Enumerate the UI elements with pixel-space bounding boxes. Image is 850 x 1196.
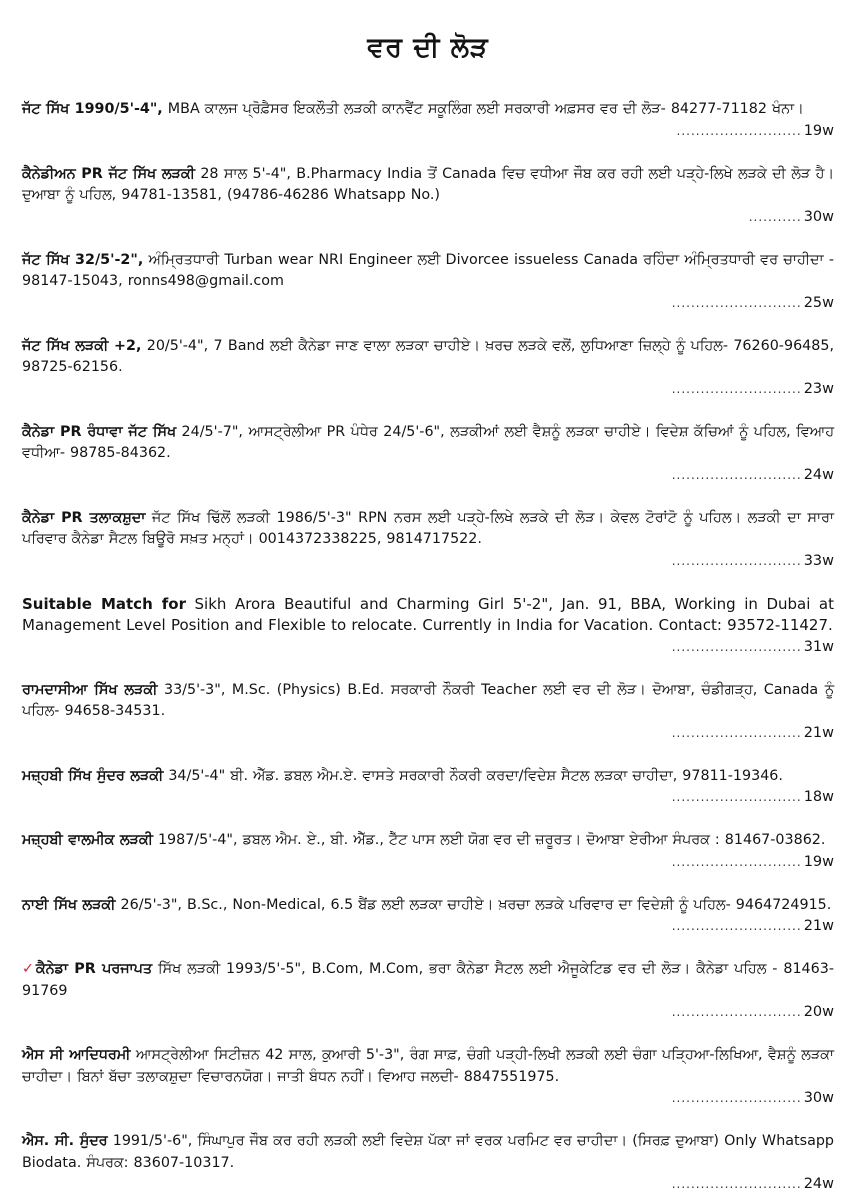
ad-code: 30w: [803, 208, 834, 225]
ad-lead: ਐਸ. ਸੀ. ਸੁੰਦਰ: [22, 1133, 108, 1149]
ad-body: 24/5'-7", ਆਸਟ੍ਰੇਲੀਆ PR ਪੰਧੇਰ 24/5'-6", ਲੜਕੀਆਂ ਲਈ ਵੈਸ਼ਨੂੰ ਲੜਕਾ ਚਾਹੀਏ। ਵਿਦੇਸ਼ ਕੱਚਿਆਂ ਨੂੰ ਪਹਿਲ, ਵਿਆਹ ਵਧੀਆ- 98785-84362.: [22, 423, 835, 461]
dot-leader: ...........................: [671, 381, 802, 396]
ad-code-line: [22, 916, 834, 938]
ad-lead: ਜੱਟ ਸਿੱਖ 1990/5'-4",: [22, 101, 163, 117]
ad-code: 31w: [803, 638, 834, 655]
ad-code-line: [22, 379, 834, 401]
ad-code-line: [22, 121, 834, 143]
ad-lead: ਜੱਟ ਸਿੱਖ ਲੜਕੀ +2,: [22, 337, 142, 354]
matrimonial-ad: [22, 959, 834, 1024]
ad-code-line: [22, 1174, 834, 1196]
classified-page: [22, 0, 835, 1192]
ad-code: 19w: [803, 122, 834, 139]
dot-leader: ..........................: [676, 123, 802, 138]
matrimonial-ad: [22, 895, 834, 938]
dot-leader: ...........................: [671, 295, 802, 310]
ad-code-line: [22, 1088, 834, 1110]
matrimonial-ad: [22, 336, 834, 401]
ad-lead: ਕੈਨੇਡਾ PR ਰੰਧਾਵਾ ਜੱਟ ਸਿੱਖ: [22, 423, 177, 440]
ad-code: 18w: [803, 789, 834, 805]
matrimonial-ad: [22, 830, 834, 873]
matrimonial-ad: [22, 594, 834, 659]
ad-lead: Suitable Match for: [22, 594, 186, 613]
ad-lead: ਮਜ਼੍ਹਬੀ ਸਿੱਖ ਸੁੰਦਰ ਲੜਕੀ: [22, 767, 164, 784]
ad-body: 26/5'-3", B.Sc., Non-Medical, 6.5 ਬੈਂਡ ਲਈ ਲੜਕਾ ਚਾਹੀਏ। ਖ਼ਰਚਾ ਲੜਕੇ ਪਰਿਵਾਰ ਦਾ ਵਿਦੇਸ਼ੀ ਨੂੰ ਪਹਿਲ- 9464724915.: [120, 896, 832, 913]
ad-body: 1991/5'-6", ਸਿੰਘਾਪੁਰ ਜੌਬ ਕਰ ਰਹੀ ਲੜਕੀ ਲਈ ਵਿਦੇਸ਼ ਪੱਕਾ ਜਾਂ ਵਰਕ ਪਰਮਿਟ ਵਰ ਚਾਹੀਦਾ। (ਸਿਰਫ਼ ਦੁਆਬਾ) Only Whatsapp Biodata. ਸੰਪਰਕ: 83607-10317.: [22, 1133, 834, 1171]
dot-leader: ...........................: [671, 1177, 802, 1191]
dot-leader: ...........................: [671, 1091, 802, 1105]
ad-lead: ਮਜ਼੍ਹਬੀ ਵਾਲਮੀਕ ਲੜਕੀ: [22, 832, 153, 848]
ad-body: 34/5'-4" ਬੀ. ਐੱਡ. ਡਬਲ ਐਮ.ਏ. ਵਾਸਤੇ ਸਰਕਾਰੀ ਨੌਕਰੀ ਕਰਦਾ/ਵਿਦੇਸ਼ ਸੈਟਲ ਲੜਕਾ ਚਾਹੀਦਾ, 97811-19346.: [168, 767, 783, 784]
ad-body: MBA ਕਾਲਜ ਪ੍ਰੋਫ਼ੈਸਰ ਇਕਲੌਤੀ ਲੜਕੀ ਕਾਨਵੈਂਟ ਸਕੂਲਿੰਗ ਲਈ ਸਰਕਾਰੀ ਅਫ਼ਸਰ ਵਰ ਦੀ ਲੋੜ- 84277-71182 ਖੰਨਾ।: [167, 101, 804, 117]
ad-body: ਅੰਮ੍ਰਿਤਧਾਰੀ Turban wear NRI Engineer ਲਈ Divorcee issueless Canada ਰਹਿੰਦਾ ਅੰਮ੍ਰਿਤਧਾਰੀ ਵਰ ਚਾਹੀਦਾ - 98147-15043, ronns498@gmail.com: [22, 251, 834, 289]
dot-leader: ...........................: [671, 639, 802, 654]
ad-body: ਆਸਟ੍ਰੇਲੀਆ ਸਿਟੀਜ਼ਨ 42 ਸਾਲ, ਕੁਆਰੀ 5'-3", ਰੰਗ ਸਾਫ਼, ਚੰਗੀ ਪੜ੍ਹੀ-ਲਿਖੀ ਲੜਕੀ ਲਈ ਚੰਗਾ ਪੜ੍ਹਿਆ-ਲਿਖਿਆ, ਵੈਸ਼ਨੂੰ ਲੜਕਾ ਚਾਹੀਦਾ। ਬਿਨਾਂ ਬੱਚਾ ਤਲਾਕਸ਼ੁਦਾ ਵਿਚਾਰਨਯੋਗ। ਜਾਤੀ ਬੰਧਨ ਨਹੀਂ। ਵਿਆਹ ਜਲਦੀ- 8847551975.: [22, 1047, 834, 1085]
ad-code-line: [22, 465, 834, 487]
ad-body: ਸਿੱਖ ਲੜਕੀ 1993/5'-5", B.Com, M.Com, ਭਰਾ ਕੈਨੇਡਾ ਸੈਟਲ ਲਈ ਐਜੂਕੇਟਿਡ ਵਰ ਦੀ ਲੋੜ। ਕੈਨੇਡਾ ਪਹਿਲ - 81463-91769: [22, 961, 835, 999]
ad-body: 20/5'-4", 7 Band ਲਈ ਕੈਨੇਡਾ ਜਾਣ ਵਾਲਾ ਲੜਕਾ ਚਾਹੀਏ। ਖ਼ਰਚ ਲੜਕੇ ਵਲੋਂ, ਲੁਧਿਆਣਾ ਜ਼ਿਲ੍ਹੇ ਨੂੰ ਪਹਿਲ- 76260-96485, 98725-62156.: [22, 337, 834, 375]
ad-code-line: [22, 852, 834, 874]
ad-code-line: [22, 1002, 834, 1024]
matrimonial-ad: [22, 422, 834, 487]
dot-leader: ...........................: [671, 553, 802, 568]
matrimonial-ad: [22, 99, 834, 142]
ad-code-line: [22, 551, 834, 573]
ad-code: 21w: [803, 918, 834, 934]
ad-code-line: [22, 207, 834, 229]
dot-leader: ...........: [748, 209, 802, 224]
matrimonial-ad: [22, 164, 834, 229]
matrimonial-ad: [22, 250, 834, 315]
matrimonial-ad: [22, 1131, 834, 1196]
dot-leader: ...........................: [671, 725, 802, 740]
matrimonial-ad: [22, 680, 834, 745]
ad-code: 25w: [803, 294, 834, 311]
ad-lead: ਰਾਮਦਾਸੀਆ ਸਿੱਖ ਲੜਕੀ: [22, 681, 158, 698]
ad-lead: ਐਸ ਸੀ ਆਦਿਧਰਮੀ: [22, 1047, 131, 1063]
ad-code: 24w: [803, 1176, 834, 1192]
ad-code: 20w: [803, 1004, 834, 1020]
matrimonial-ad: [22, 508, 834, 573]
ad-body: 1987/5'-4", ਡਬਲ ਐਮ. ਏ., ਬੀ. ਐੱਡ., ਟੈੱਟ ਪਾਸ ਲਈ ਯੋਗ ਵਰ ਦੀ ਜ਼ਰੂਰਤ। ਦੋਆਬਾ ਏਰੀਆ ਸੰਪਰਕ : 81467-03862.: [157, 832, 826, 848]
ad-code-line: [22, 723, 834, 745]
ad-code-line: [22, 293, 834, 315]
ad-code: 24w: [803, 466, 834, 483]
ad-body: 33/5'-3", M.Sc. (Physics) B.Ed. ਸਰਕਾਰੀ ਨੌਕਰੀ Teacher ਲਈ ਵਰ ਦੀ ਲੋੜ। ਦੋਆਬਾ, ਚੰਡੀਗੜ੍ਹ, Canada ਨੂੰ ਪਹਿਲ- 94658-34531.: [22, 681, 835, 719]
dot-leader: ...........................: [671, 919, 802, 933]
ad-code: 23w: [803, 380, 834, 397]
dot-leader: ...........................: [671, 1005, 802, 1019]
ad-body: 28 ਸਾਲ 5'-4", B.Pharmacy India ਤੋਂ Canada ਵਿਚ ਵਧੀਆ ਜੌਬ ਕਰ ਰਹੀ ਲਈ ਪੜ੍ਹੇ-ਲਿਖੇ ਲੜਕੇ ਦੀ ਲੋੜ ਹੈ। ਦੁਆਬਾ ਨੂੰ ਪਹਿਲ, 94781-13581, (94786-46286 Whatsapp No.): [22, 165, 835, 203]
ad-code-line: [22, 787, 834, 809]
ad-code: 21w: [803, 724, 834, 741]
dot-leader: ...........................: [671, 467, 802, 482]
ad-body: ਜੱਟ ਸਿੱਖ ਢਿੱਲੋਂ ਲੜਕੀ 1986/5'-3" RPN ਨਰਸ ਲਈ ਪੜ੍ਹੇ-ਲਿਖੇ ਲੜਕੇ ਦੀ ਲੋੜ। ਕੇਵਲ ਟੋਰਾਂਟੋ ਨੂੰ ਪਹਿਲ। ਲੜਕੀ ਦਾ ਸਾਰਾ ਪਰਿਵਾਰ ਕੈਨੇਡਾ ਸੈਟਲ ਬਿਊਰੋ ਸਖ਼ਤ ਮਨ੍ਹਾਂ। 0014372338225, 9814717522.: [22, 509, 834, 547]
ad-lead: ਜੱਟ ਸਿੱਖ 32/5'-2",: [22, 251, 144, 268]
ad-lead: ਨਾਈ ਸਿੱਖ ਲੜਕੀ: [22, 896, 116, 913]
ad-lead: ਕੈਨੇਡਾ PR ਪਰਜਾਪਤ: [35, 961, 153, 977]
checkmark-icon: ✓: [22, 961, 35, 977]
ad-lead: ਕੈਨੇਡੀਅਨ PR ਜੱਟ ਸਿੱਖ ਲੜਕੀ: [22, 165, 195, 182]
ad-body: Sikh Arora Beautiful and Charming Girl 5'-2", Jan. 91, BBA, Working in Dubai at Management Level Position and Flexible to relocate. Currently in India for Vacation. Contact: 93572-11427.: [22, 594, 834, 634]
ad-code-line: [22, 637, 834, 659]
dot-leader: ...........................: [671, 790, 802, 804]
dot-leader: ...........................: [671, 854, 802, 869]
page-title: ਵਰ ਦੀ ਲੋੜ: [367, 32, 489, 63]
ad-code: 30w: [803, 1090, 834, 1106]
ad-code: 33w: [803, 552, 834, 569]
matrimonial-ad: [22, 1045, 834, 1110]
ad-lead: ਕੈਨੇਡਾ PR ਤਲਾਕਸ਼ੁਦਾ: [22, 509, 146, 526]
ad-code: 19w: [803, 853, 834, 870]
matrimonial-ad: [22, 766, 834, 809]
matrimonial-ads-list: [22, 99, 834, 1196]
